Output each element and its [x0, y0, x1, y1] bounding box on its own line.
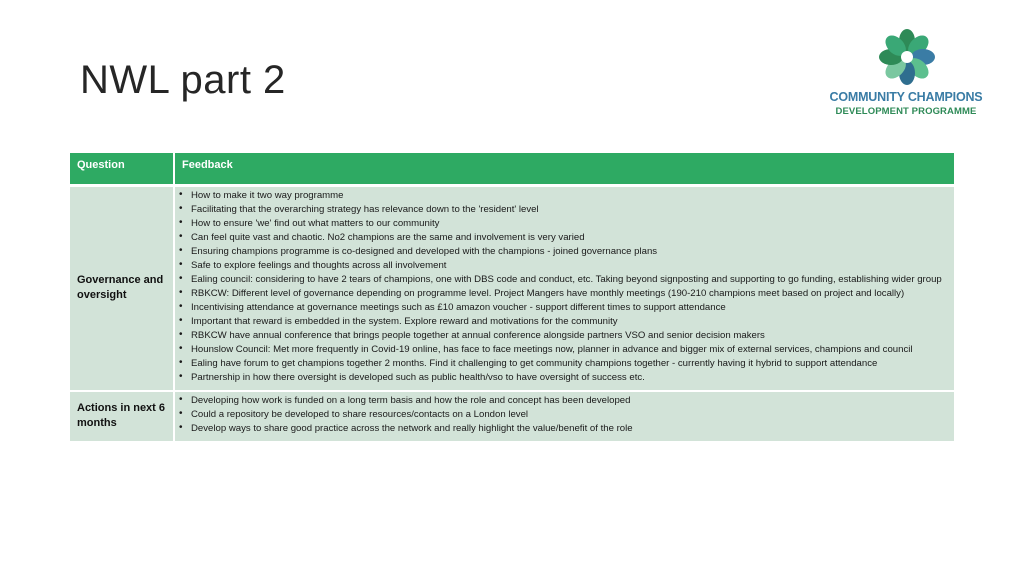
feedback-item: • How to ensure 'we' find out what matters to our community — [178, 217, 950, 231]
feedback-item: • Ealing council: considering to have 2 tears of champions, one with DBS code and conduct, etc. Taking beyond signposting and supporting to go funding, establishing wider group — [178, 273, 950, 287]
feedback-item: • Developing how work is funded on a long term basis and how the role and concept has been developed — [178, 394, 950, 408]
question-cell: Governance and oversight — [70, 185, 174, 391]
page-title: NWL part 2 — [80, 58, 286, 102]
table-row-governance — [70, 185, 954, 391]
header-question: Question — [70, 153, 174, 185]
community-champions-logo — [824, 28, 988, 120]
logo-text-line2: DEVELOPMENT PROGRAMME — [835, 106, 977, 117]
feedback-item: • Can feel quite vast and chaotic. No2 champions are the same and involvement is very varied — [178, 231, 950, 245]
feedback-item: • Partnership in how there oversight is developed such as public health/vso to have oversight of success etc. — [178, 371, 950, 385]
feedback-item: • Could a repository be developed to share resources/contacts on a London level — [178, 408, 950, 422]
feedback-item: • Develop ways to share good practice across the network and really highlight the value/benefit of the role — [178, 422, 950, 436]
feedback-item: • How to make it two way programme — [178, 189, 950, 203]
logo-text-line1: COMMUNITY CHAMPIONS — [829, 90, 983, 104]
feedback-table — [70, 153, 954, 443]
feedback-item: • Ealing have forum to get champions together 2 months. Find it challenging to get community champions together - currently having it hybrid to support attendance — [178, 357, 950, 371]
feedback-item: • RBKCW have annual conference that brings people together at annual conference alongside partners VSO and senior decision makers — [178, 329, 950, 343]
header-feedback: Feedback — [174, 153, 954, 185]
feedback-item: • Important that reward is embedded in the system. Explore reward and motivations for the community — [178, 315, 950, 329]
feedback-item: • Facilitating that the overarching strategy has relevance down to the 'resident' level — [178, 203, 950, 217]
feedback-list — [178, 394, 950, 436]
feedback-item: • Hounslow Council: Met more frequently in Covid-19 online, has face to face meetings now, planner in advance and bigger mix of external services, champions and council — [178, 343, 950, 357]
feedback-item: • Incentivising attendance at governance meetings such as £10 amazon voucher - support different times to support attendance — [178, 301, 950, 315]
feedback-cell — [174, 391, 954, 442]
table-header-row — [70, 153, 954, 185]
flower-logo-icon — [878, 28, 936, 86]
question-cell: Actions in next 6 months — [70, 391, 174, 442]
feedback-cell — [174, 185, 954, 391]
feedback-item: • Safe to explore feelings and thoughts across all involvement — [178, 259, 950, 273]
feedback-item: • RBKCW: Different level of governance depending on programme level. Project Mangers have monthly meetings (190-210 champions meet based on project and locally) — [178, 287, 950, 301]
feedback-item: • Ensuring champions programme is co-designed and developed with the champions - joined governance plans — [178, 245, 950, 259]
table-row-actions — [70, 391, 954, 442]
feedback-list — [178, 189, 950, 385]
